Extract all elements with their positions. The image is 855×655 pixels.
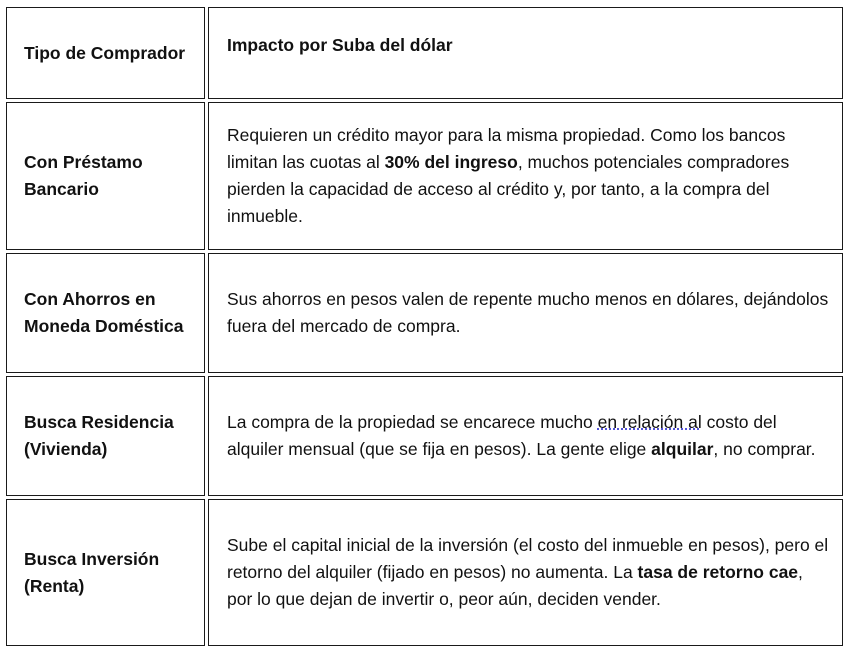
bold-emphasis: tasa de retorno cae — [637, 562, 799, 582]
impact-text: Sube el capital inicial de la inversión (el costo del inmueble en pesos), pero el retorno del alquiler (fijado en pesos) no aumenta. La tasa de retorno cae, por lo que dejan de invertir o, peor aún, deciden vender. — [227, 535, 829, 609]
impact-text: Requieren un crédito mayor para la misma propiedad. Como los bancos limitan las cuotas al 30% del ingreso, muchos potenciales compradores pierden la capacidad de acceso al crédito y, por tanto, a la compra del inmueble. — [227, 125, 790, 226]
table-header-row — [6, 7, 843, 99]
table-row — [6, 376, 843, 496]
impact-cell — [208, 253, 843, 373]
impact-cell — [208, 376, 843, 496]
header-buyer-type-text: Tipo de Comprador — [24, 42, 186, 63]
buyer-type-cell — [6, 253, 205, 373]
buyer-type-text: Busca Inversión (Renta) — [24, 548, 160, 596]
buyer-type-cell — [6, 102, 205, 250]
buyer-type-cell — [6, 499, 205, 646]
grammar-flagged-phrase: en relación al — [597, 412, 702, 432]
header-cell-impact — [208, 7, 843, 99]
buyer-type-text: Con Préstamo Bancario — [24, 152, 143, 199]
impact-cell — [208, 102, 843, 250]
bold-emphasis: 30% del ingreso — [384, 152, 518, 172]
header-cell-buyer-type — [6, 7, 205, 99]
buyer-type-text: Busca Residencia (Vivienda) — [24, 412, 174, 459]
buyer-type-cell — [6, 376, 205, 496]
impact-text: La compra de la propiedad se encarece mucho en relación al costo del alquiler mensual (que se fija en pesos). La gente elige alquilar, no comprar. — [227, 412, 816, 459]
impact-text: Sus ahorros en pesos valen de repente mucho menos en dólares, dejándolos fuera del mercado de compra. — [227, 289, 829, 336]
buyer-impact-table — [6, 7, 843, 649]
buyer-type-text: Con Ahorros en Moneda Doméstica — [24, 289, 184, 336]
table-row — [6, 499, 843, 646]
table-row — [6, 253, 843, 373]
header-impact-text: Impacto por Suba del dólar — [227, 35, 453, 55]
impact-cell — [208, 499, 843, 646]
table-row — [6, 102, 843, 250]
bold-emphasis: alquilar — [651, 439, 714, 459]
